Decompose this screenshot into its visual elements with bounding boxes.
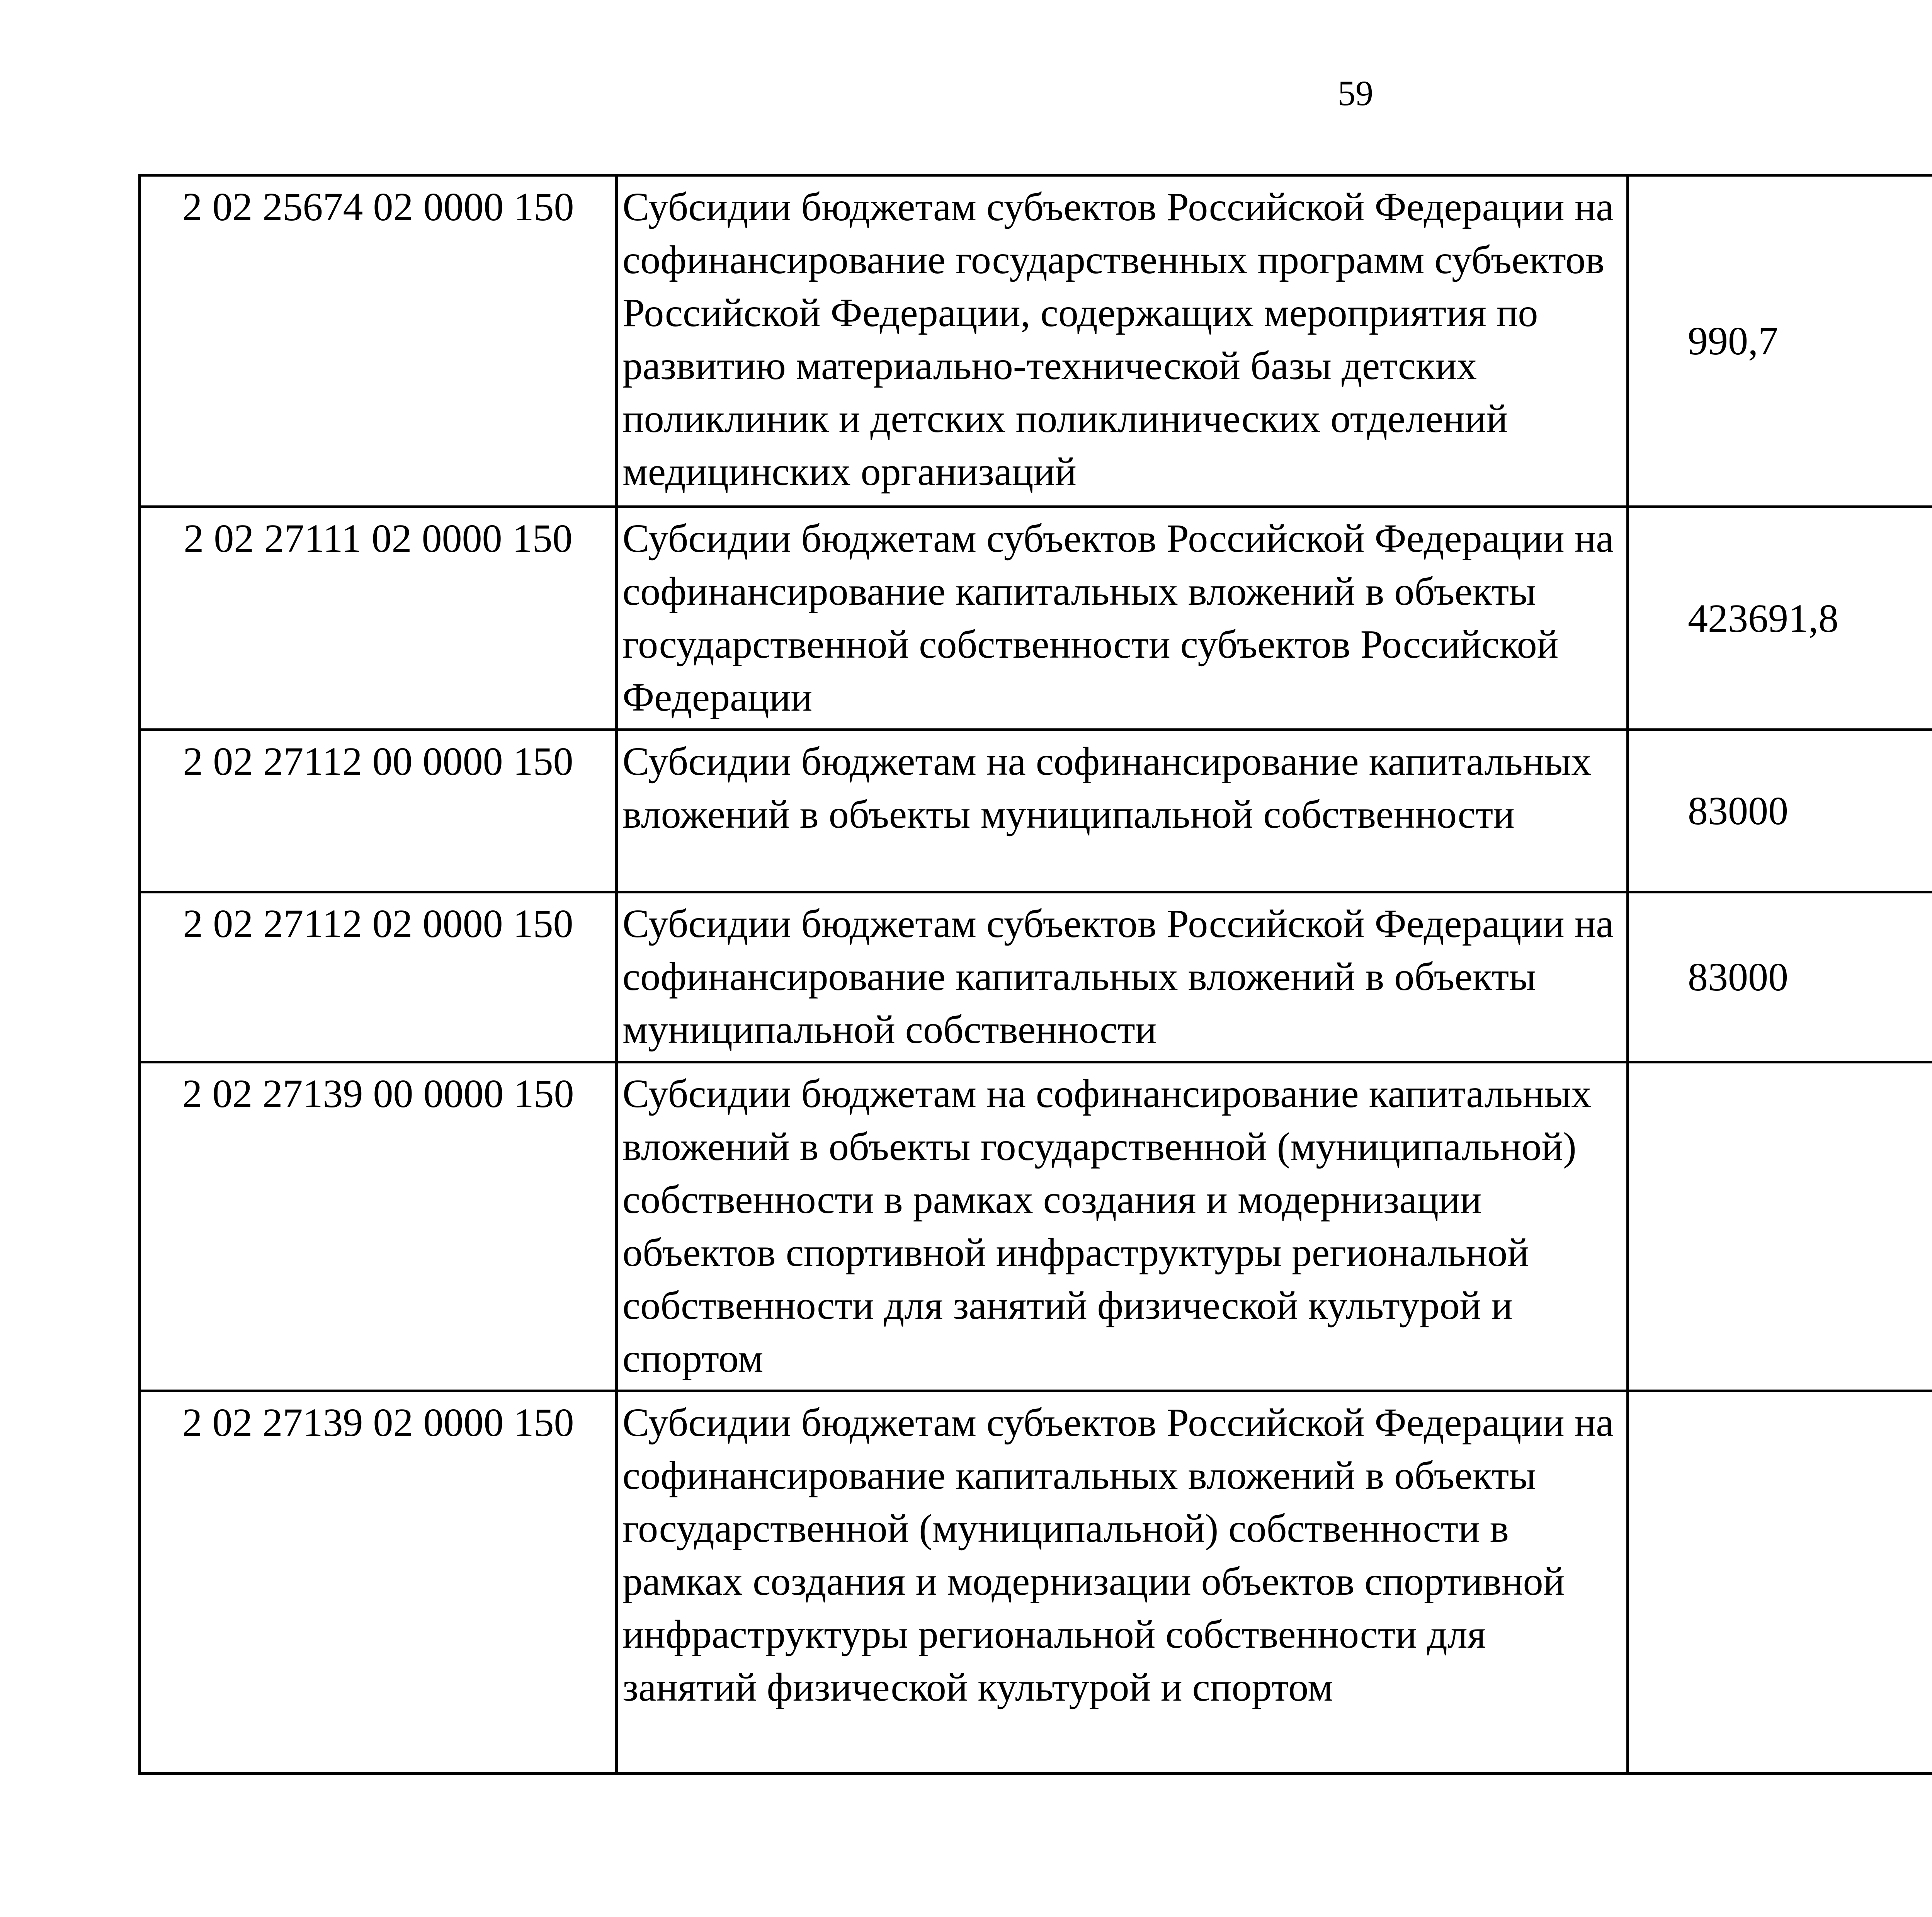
budget-code: 2 02 27139 00 0000 150 — [140, 1062, 617, 1391]
value-year-1: 990,7 — [1628, 175, 1932, 507]
table-row — [140, 1062, 1932, 1391]
page-number: 59 — [1338, 73, 1373, 113]
value-year-1 — [1628, 1391, 1932, 1774]
budget-code: 2 02 27139 02 0000 150 — [140, 1391, 617, 1774]
value-year-1: 423691,8 — [1628, 507, 1932, 730]
table-row — [140, 1391, 1932, 1774]
budget-code: 2 02 27112 00 0000 150 — [140, 730, 617, 892]
revenue-name: Субсидии бюджетам субъектов Российской Федерации на софинансирование капитальных вложений в объекты государственной (муниципальной) собственности в рамках создания и модернизации объектов спортивной инфраструктуры региональной собственности для занятий физической культурой и спортом — [617, 1391, 1628, 1774]
table-row — [140, 507, 1932, 730]
value-year-1: 83000 — [1628, 730, 1932, 892]
table-row — [140, 730, 1932, 892]
value-year-1 — [1628, 1062, 1932, 1391]
revenue-name: Субсидии бюджетам на софинансирование капитальных вложений в объекты государственной (муниципальной) собственности в рамках создания и модернизации объектов спортивной инфраструктуры региональной собственности для занятий физической культурой и спортом — [617, 1062, 1628, 1391]
value-year-1: 83000 — [1628, 892, 1932, 1062]
budget-code: 2 02 25674 02 0000 150 — [140, 175, 617, 507]
revenue-name: Субсидии бюджетам субъектов Российской Федерации на софинансирование капитальных вложений в объекты государственной собственности субъектов Российской Федерации — [617, 507, 1628, 730]
table-row — [140, 892, 1932, 1062]
table-row — [140, 175, 1932, 507]
budget-code: 2 02 27112 02 0000 150 — [140, 892, 617, 1062]
revenue-name: Субсидии бюджетам субъектов Российской Федерации на софинансирование государственных программ субъектов Российской Федерации, содержащих мероприятия по развитию материально-технической базы детских поликлиник и детских поликлинических отделений медицинских организаций — [617, 175, 1628, 507]
budget-code: 2 02 27111 02 0000 150 — [140, 507, 617, 730]
revenue-name: Субсидии бюджетам на софинансирование капитальных вложений в объекты муниципальной собственности — [617, 730, 1628, 892]
budget-table — [138, 174, 1932, 1775]
revenue-name: Субсидии бюджетам субъектов Российской Федерации на софинансирование капитальных вложений в объекты муниципальной собственности — [617, 892, 1628, 1062]
